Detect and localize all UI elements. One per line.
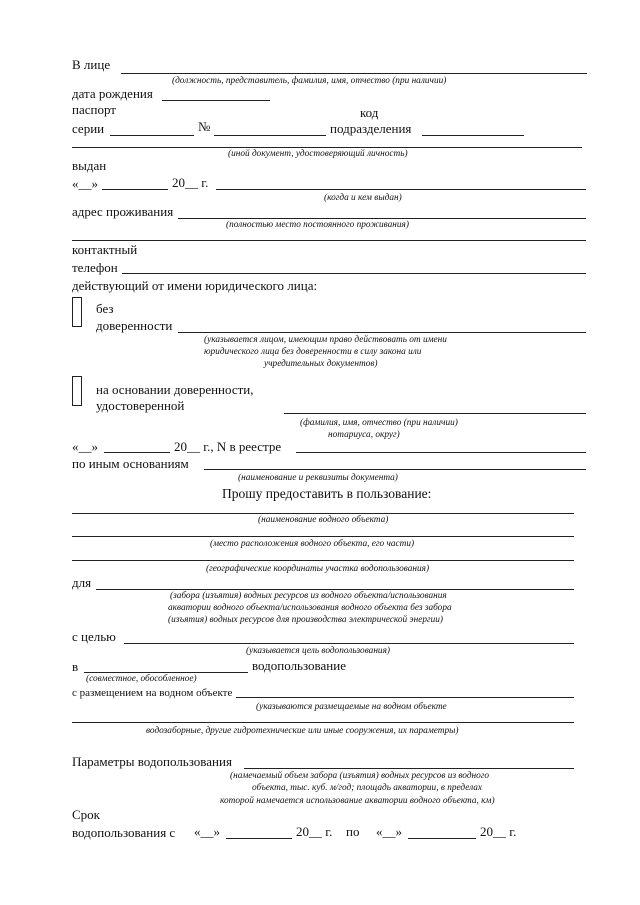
notary-hint-1: (фамилия, имя, отчество (при наличии) — [300, 418, 458, 428]
purpose-hint-2: акватории водного объекта/использования водного объекта без забора — [168, 603, 452, 613]
other-grounds-field[interactable] — [204, 469, 586, 470]
series-field[interactable] — [110, 135, 194, 136]
by-poa-checkbox[interactable] — [72, 384, 82, 395]
params-label: Параметры водопользования — [72, 754, 232, 769]
passport-label: паспорт — [72, 102, 116, 117]
division-label: подразделения — [330, 121, 412, 136]
without-hint-2: юридического лица без доверенности в силу закона или — [204, 347, 422, 357]
registry-number-field[interactable] — [296, 452, 586, 453]
purpose-hint-1: (забора (изъятия) водных ресурсов из водного объекта/использования — [170, 591, 447, 601]
division-field[interactable] — [422, 135, 524, 136]
placement-field[interactable] — [236, 697, 574, 698]
number-sign: № — [198, 119, 211, 134]
purpose-field[interactable] — [96, 589, 574, 590]
registry-month-field[interactable] — [104, 452, 170, 453]
birth-date-label: дата рождения — [72, 86, 153, 101]
location-field[interactable] — [72, 536, 574, 537]
term-from-year: 20__ г. — [296, 824, 333, 839]
code-label: код — [360, 105, 379, 120]
goal-hint: (указывается цель водопользования) — [246, 646, 390, 656]
series-label: серии — [72, 121, 105, 136]
birth-date-field[interactable] — [162, 100, 270, 101]
without-label: без — [96, 301, 114, 316]
without-hint-1: (указывается лицом, имеющим право действовать от имени — [204, 335, 447, 345]
issued-month-field[interactable] — [102, 189, 168, 190]
in-person-field[interactable] — [121, 73, 587, 74]
term-to-month-field[interactable] — [408, 838, 476, 839]
contact-label: контактный — [72, 242, 138, 257]
term-label-1: Срок — [72, 807, 100, 822]
water-object-field[interactable] — [72, 513, 574, 514]
notary-field[interactable] — [284, 413, 586, 414]
placement-hint: (указываются размещаемые на водном объекте — [256, 702, 447, 712]
without-poa-label: доверенности — [96, 318, 173, 333]
goal-label: с целью — [72, 629, 116, 644]
issued-by-field[interactable] — [216, 189, 586, 190]
address-label: адрес проживания — [72, 204, 174, 219]
params-hint-2: объекта, тыс. куб. м/год; площадь акватории, в пределах — [252, 783, 483, 793]
placement-label: с размещением на водном объекте — [72, 687, 233, 699]
acting-label: действующий от имени юридического лица: — [72, 278, 318, 293]
issued-label: выдан — [72, 158, 107, 173]
params-field[interactable] — [244, 768, 574, 769]
structures-hint: водозаборные, другие гидротехнические или иные сооружения, их параметры) — [146, 726, 459, 736]
other-grounds-label: по иным основаниям — [72, 456, 189, 471]
location-hint: (место расположения водного объекта, его части) — [210, 539, 415, 549]
term-label-2: водопользования с — [72, 825, 176, 840]
without-poa-checkbox[interactable] — [72, 305, 82, 316]
for-label: для — [72, 575, 92, 590]
term-from-month-field[interactable] — [226, 838, 292, 839]
phone-label: телефон — [72, 260, 118, 275]
in-label: в — [72, 659, 79, 674]
use-type-hint: (совместное, обособленное) — [86, 674, 197, 684]
term-from-day: «__» — [194, 824, 220, 839]
water-object-hint: (наименование водного объекта) — [258, 515, 389, 525]
coords-field[interactable] — [72, 560, 574, 561]
params-hint-3: которой намечается использование акватории водного объекта, км) — [220, 796, 495, 806]
other-doc-hint: (иной документ, удостоверяющий личность) — [228, 149, 408, 159]
phone-field[interactable] — [122, 273, 586, 274]
params-hint-1: (намечаемый объем забора (изъятия) водных ресурсов из водного — [230, 771, 490, 781]
purpose-hint-3: (изъятия) водных ресурсов для производства электрической энергии) — [168, 615, 444, 625]
other-doc-field[interactable] — [72, 147, 582, 148]
without-hint-3: учредительных документов) — [264, 359, 378, 369]
address-field[interactable] — [178, 218, 586, 219]
address-hint: (полностью место постоянного проживания) — [226, 220, 409, 230]
term-to-day: «__» — [376, 824, 402, 839]
water-use-label: водопользование — [252, 658, 346, 673]
request-heading: Прошу предоставить в пользование: — [222, 486, 432, 501]
structures-field[interactable] — [72, 722, 574, 723]
term-to-year: 20__ г. — [480, 824, 517, 839]
certified-label: удостоверенной — [96, 398, 185, 413]
issued-hint: (когда и кем выдан) — [324, 193, 402, 203]
in-person-hint: (должность, представитель, фамилия, имя, отчество (при наличии) — [172, 76, 447, 86]
notary-hint-2: нотариуса, округ) — [328, 430, 400, 440]
goal-field[interactable] — [124, 643, 574, 644]
number-field[interactable] — [214, 135, 326, 136]
by-poa-label: на основании доверенности, — [96, 382, 254, 397]
by-poa-checkbox-bottom[interactable] — [72, 395, 82, 406]
use-type-field[interactable] — [84, 672, 248, 673]
registry-day: «__» — [72, 439, 98, 454]
without-poa-checkbox-bottom[interactable] — [72, 316, 82, 327]
doc-hint: (наименование и реквизиты документа) — [238, 473, 398, 483]
without-poa-field[interactable] — [178, 332, 586, 333]
issued-year: 20__ г. — [172, 175, 209, 190]
term-to-label: по — [346, 824, 360, 839]
issued-day: «__» — [72, 176, 98, 191]
coords-hint: (географические координаты участка водопользования) — [206, 564, 430, 574]
registry-year-label: 20__ г., N в реестре — [174, 439, 282, 454]
address-field-2[interactable] — [72, 240, 586, 241]
in-person-label: В лице — [72, 57, 111, 72]
